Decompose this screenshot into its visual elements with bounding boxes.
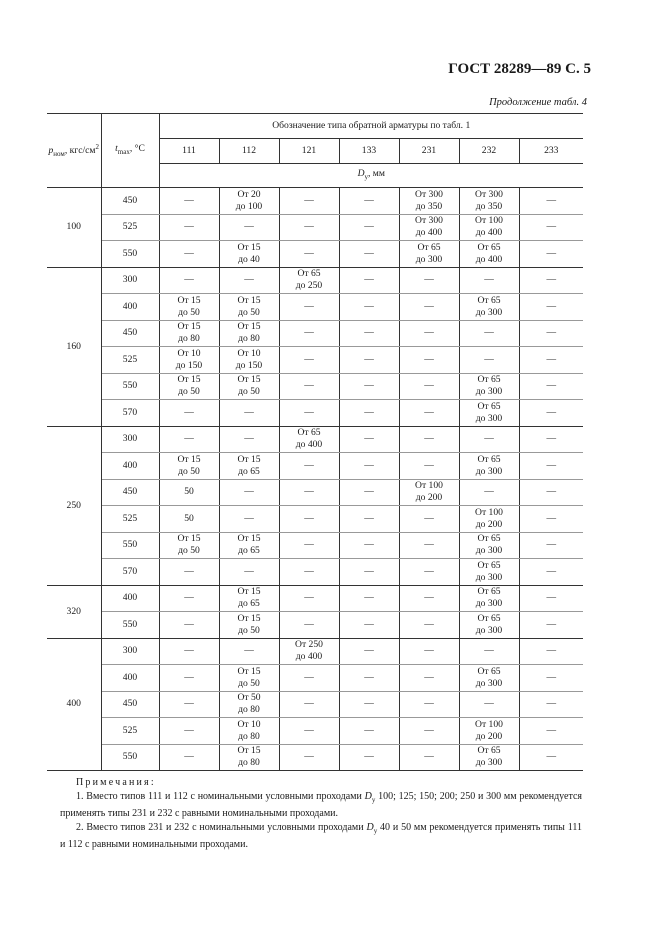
value-cell: — (219, 559, 279, 586)
value-cell: — (339, 479, 399, 506)
value-cell: — (159, 426, 219, 453)
value-cell: — (399, 426, 459, 453)
type-header: 232 (459, 139, 519, 164)
temperature-cell: 400 (101, 665, 159, 692)
value-cell: — (519, 638, 583, 665)
type-header: 133 (339, 139, 399, 164)
value-cell: — (399, 718, 459, 745)
value-cell: — (279, 320, 339, 347)
table-row (47, 426, 583, 453)
value-cell: — (519, 347, 583, 374)
value-cell: От 65 до 300 (459, 744, 519, 771)
value-cell: — (519, 188, 583, 215)
header-pressure: $p_{ном}$, кгс/$см^2$ (47, 114, 101, 188)
temperature-cell: 450 (101, 691, 159, 718)
value-cell: — (339, 294, 399, 321)
value-cell: — (339, 347, 399, 374)
value-cell: — (519, 241, 583, 268)
value-cell: — (519, 665, 583, 692)
value-cell: — (279, 241, 339, 268)
value-cell: От 100 до 200 (399, 479, 459, 506)
table-row (47, 294, 583, 321)
value-cell: От 10 до 150 (159, 347, 219, 374)
value-cell: От 20 до 100 (219, 188, 279, 215)
value-cell: — (399, 691, 459, 718)
value-cell: — (339, 612, 399, 639)
value-cell: — (339, 718, 399, 745)
value-cell: От 100 до 200 (459, 718, 519, 745)
value-cell: — (519, 479, 583, 506)
table-row (47, 320, 583, 347)
value-cell: — (219, 638, 279, 665)
table-row (47, 585, 583, 612)
type-header: 121 (279, 139, 339, 164)
value-cell: — (519, 744, 583, 771)
value-cell: От 15 до 50 (219, 612, 279, 639)
value-cell: От 15 до 65 (219, 453, 279, 480)
value-cell: — (219, 426, 279, 453)
temperature-cell: 570 (101, 559, 159, 586)
value-cell: От 15 до 80 (159, 320, 219, 347)
value-cell: — (519, 294, 583, 321)
header-temperature: $t_{max}$, °С (101, 114, 159, 188)
value-cell: — (339, 241, 399, 268)
value-cell: От 65 до 300 (459, 532, 519, 559)
table-row (47, 691, 583, 718)
value-cell: — (159, 638, 219, 665)
value-cell: От 300 до 350 (459, 188, 519, 215)
value-cell: — (399, 506, 459, 533)
value-cell: — (399, 638, 459, 665)
value-cell: — (279, 585, 339, 612)
value-cell: — (459, 347, 519, 374)
value-cell: — (459, 320, 519, 347)
temperature-cell: 450 (101, 320, 159, 347)
value-cell: — (279, 718, 339, 745)
value-cell: От 15 до 80 (219, 320, 279, 347)
temperature-cell: 300 (101, 426, 159, 453)
header-dy: $D_y$, мм (159, 164, 583, 188)
value-cell: — (339, 744, 399, 771)
temperature-cell: 525 (101, 506, 159, 533)
value-cell: От 15 до 50 (219, 294, 279, 321)
note-1: 1. Вместо типов 111 и 112 с номинальными условными проходами $D_y$ 100; 125; 150; 200; 250 и 300 мм рекомендуется применять типы 231 и 232 с равными номинальными проходами. (60, 790, 582, 820)
value-cell: — (279, 373, 339, 400)
temperature-cell: 525 (101, 347, 159, 374)
value-cell: — (279, 744, 339, 771)
value-cell: — (399, 585, 459, 612)
value-cell: — (279, 188, 339, 215)
value-cell: — (519, 453, 583, 480)
value-cell: От 15 до 80 (219, 744, 279, 771)
table-row (47, 241, 583, 268)
value-cell: От 250 до 400 (279, 638, 339, 665)
value-cell: — (279, 479, 339, 506)
page-header: ГОСТ 28289—89 С. 5 (448, 61, 591, 77)
table-row (47, 532, 583, 559)
value-cell: От 65 до 300 (459, 612, 519, 639)
temperature-cell: 550 (101, 532, 159, 559)
value-cell: От 15 до 40 (219, 241, 279, 268)
value-cell: — (159, 744, 219, 771)
table-row (47, 373, 583, 400)
value-cell: — (519, 214, 583, 241)
armature-table (47, 113, 583, 771)
value-cell: 50 (159, 479, 219, 506)
value-cell: — (519, 691, 583, 718)
value-cell: — (519, 267, 583, 294)
notes-heading: Примечания: (76, 777, 156, 788)
pressure-cell: 160 (47, 267, 101, 426)
temperature-cell: 570 (101, 400, 159, 427)
pressure-cell: 400 (47, 638, 101, 771)
value-cell: — (339, 214, 399, 241)
note-2: 2. Вместо типов 231 и 232 с номинальными условными проходами $D_y$ 40 и 50 мм рекомендуется применять типы 111 и 112 с равными номинальными проходами. (60, 821, 582, 851)
temperature-cell: 450 (101, 188, 159, 215)
table-row (47, 267, 583, 294)
value-cell: — (519, 585, 583, 612)
pressure-cell: 100 (47, 188, 101, 268)
type-header: 112 (219, 139, 279, 164)
value-cell: — (279, 453, 339, 480)
value-cell: От 10 до 150 (219, 347, 279, 374)
value-cell: — (399, 347, 459, 374)
value-cell: От 100 до 400 (459, 214, 519, 241)
table-row (47, 188, 583, 215)
value-cell: — (399, 267, 459, 294)
value-cell: — (459, 267, 519, 294)
value-cell: — (339, 373, 399, 400)
pressure-cell: 320 (47, 585, 101, 638)
value-cell: От 65 до 300 (459, 373, 519, 400)
value-cell: — (519, 506, 583, 533)
value-cell: От 300 до 350 (399, 188, 459, 215)
temperature-cell: 450 (101, 479, 159, 506)
value-cell: От 15 до 50 (219, 373, 279, 400)
table-row (47, 214, 583, 241)
value-cell: — (159, 214, 219, 241)
type-header: 233 (519, 139, 583, 164)
value-cell: — (399, 532, 459, 559)
table-row (47, 665, 583, 692)
value-cell: — (279, 559, 339, 586)
value-cell: — (159, 665, 219, 692)
value-cell: — (519, 718, 583, 745)
value-cell: — (159, 612, 219, 639)
type-header: 231 (399, 139, 459, 164)
table-row (47, 479, 583, 506)
value-cell: От 65 до 300 (459, 453, 519, 480)
temperature-cell: 550 (101, 373, 159, 400)
value-cell: — (279, 665, 339, 692)
value-cell: — (339, 267, 399, 294)
value-cell: — (159, 718, 219, 745)
value-cell: От 300 до 400 (399, 214, 459, 241)
value-cell: — (399, 320, 459, 347)
value-cell: — (159, 241, 219, 268)
table-row (47, 612, 583, 639)
value-cell: — (339, 426, 399, 453)
value-cell: От 65 до 300 (459, 400, 519, 427)
table-row (47, 453, 583, 480)
value-cell: — (519, 532, 583, 559)
value-cell: — (159, 559, 219, 586)
temperature-cell: 400 (101, 585, 159, 612)
value-cell: — (399, 294, 459, 321)
value-cell: — (339, 188, 399, 215)
value-cell: — (399, 453, 459, 480)
table-continuation-label: Продолжение табл. 4 (489, 97, 587, 108)
value-cell: — (519, 320, 583, 347)
table-row (47, 559, 583, 586)
value-cell: — (519, 559, 583, 586)
value-cell: — (339, 559, 399, 586)
value-cell: — (339, 506, 399, 533)
table-row (47, 506, 583, 533)
value-cell: От 15 до 65 (219, 585, 279, 612)
value-cell: — (219, 506, 279, 533)
value-cell: — (219, 479, 279, 506)
value-cell: — (159, 691, 219, 718)
value-cell: От 65 до 300 (399, 241, 459, 268)
value-cell: От 65 до 300 (459, 585, 519, 612)
value-cell: — (159, 188, 219, 215)
value-cell: — (339, 665, 399, 692)
value-cell: — (159, 585, 219, 612)
pressure-cell: 250 (47, 426, 101, 585)
value-cell: — (339, 638, 399, 665)
value-cell: — (279, 506, 339, 533)
value-cell: — (279, 347, 339, 374)
notes-block (60, 776, 582, 852)
value-cell: От 15 до 50 (219, 665, 279, 692)
value-cell: — (459, 638, 519, 665)
value-cell: — (279, 214, 339, 241)
table-row (47, 718, 583, 745)
value-cell: — (219, 267, 279, 294)
temperature-cell: 400 (101, 453, 159, 480)
value-cell: — (219, 214, 279, 241)
type-header: 111 (159, 139, 219, 164)
value-cell: — (399, 373, 459, 400)
table-row (47, 347, 583, 374)
temperature-cell: 300 (101, 638, 159, 665)
table-row (47, 638, 583, 665)
value-cell: От 65 до 300 (459, 665, 519, 692)
temperature-cell: 400 (101, 294, 159, 321)
temperature-cell: 550 (101, 612, 159, 639)
value-cell: — (519, 612, 583, 639)
value-cell: От 15 до 50 (159, 453, 219, 480)
value-cell: — (459, 479, 519, 506)
value-cell: От 100 до 200 (459, 506, 519, 533)
value-cell: — (279, 294, 339, 321)
value-cell: — (519, 373, 583, 400)
value-cell: — (339, 585, 399, 612)
value-cell: — (459, 426, 519, 453)
value-cell: — (279, 691, 339, 718)
header-type-group: Обозначение типа обратной арматуры по табл. 1 (159, 114, 583, 139)
value-cell: От 15 до 50 (159, 373, 219, 400)
value-cell: — (459, 691, 519, 718)
value-cell: От 15 до 50 (159, 294, 219, 321)
value-cell: От 15 до 50 (159, 532, 219, 559)
value-cell: От 65 до 300 (459, 559, 519, 586)
value-cell: — (399, 559, 459, 586)
value-cell: — (279, 400, 339, 427)
temperature-cell: 550 (101, 241, 159, 268)
value-cell: От 65 до 400 (459, 241, 519, 268)
table-row (47, 744, 583, 771)
table-row (47, 400, 583, 427)
value-cell: — (399, 744, 459, 771)
temperature-cell: 525 (101, 718, 159, 745)
value-cell: — (219, 400, 279, 427)
value-cell: — (279, 532, 339, 559)
temperature-cell: 300 (101, 267, 159, 294)
value-cell: — (399, 400, 459, 427)
temperature-cell: 525 (101, 214, 159, 241)
value-cell: — (159, 400, 219, 427)
value-cell: — (339, 691, 399, 718)
value-cell: От 15 до 65 (219, 532, 279, 559)
value-cell: — (339, 453, 399, 480)
value-cell: От 65 до 250 (279, 267, 339, 294)
value-cell: От 50 до 80 (219, 691, 279, 718)
value-cell: — (339, 400, 399, 427)
value-cell: — (279, 612, 339, 639)
value-cell: — (399, 665, 459, 692)
temperature-cell: 550 (101, 744, 159, 771)
value-cell: — (399, 612, 459, 639)
value-cell: От 65 до 400 (279, 426, 339, 453)
value-cell: От 65 до 300 (459, 294, 519, 321)
value-cell: — (519, 426, 583, 453)
value-cell: — (519, 400, 583, 427)
value-cell: — (339, 320, 399, 347)
value-cell: 50 (159, 506, 219, 533)
value-cell: — (159, 267, 219, 294)
value-cell: От 10 до 80 (219, 718, 279, 745)
value-cell: — (339, 532, 399, 559)
